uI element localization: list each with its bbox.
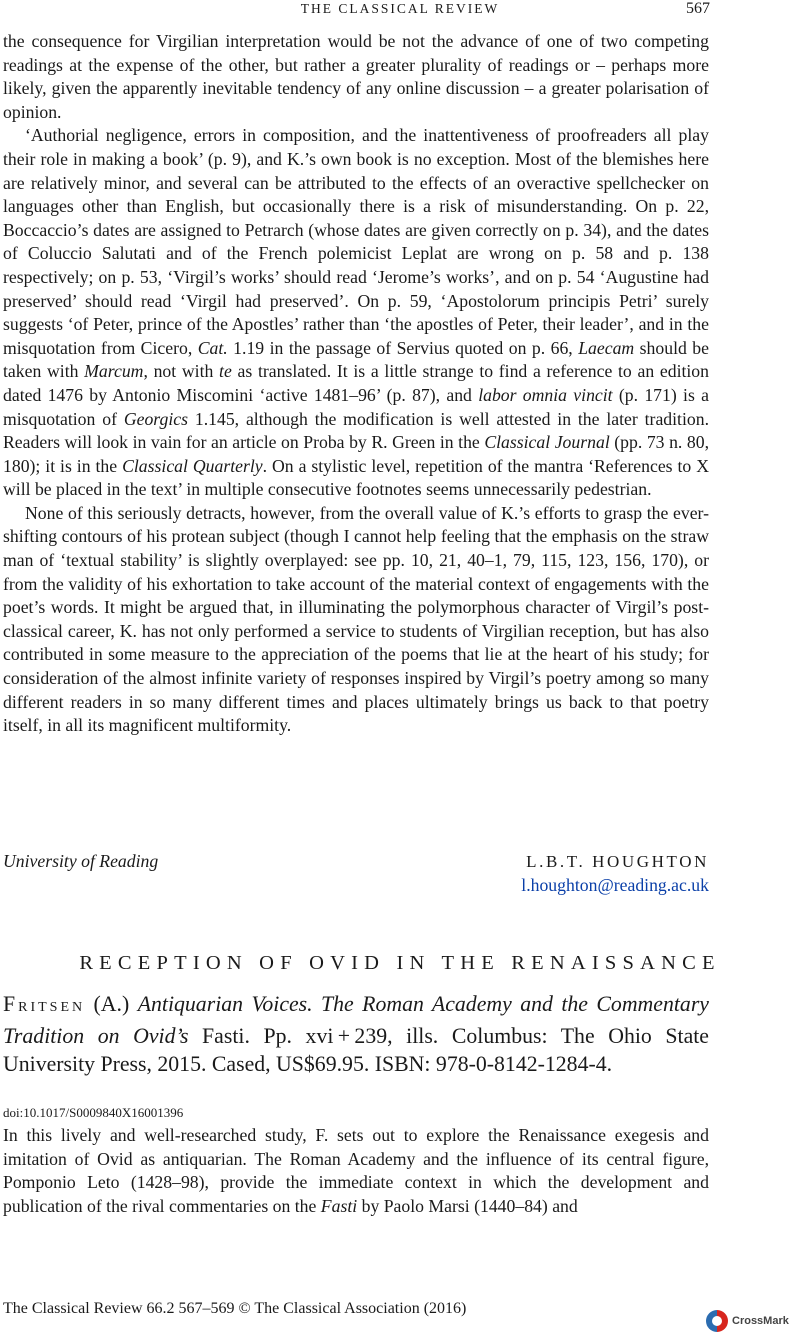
doi-link[interactable]: doi:10.1017/S0009840X16001396 — [3, 1105, 184, 1120]
paragraph-3: None of this seriously detracts, however, from the overall value of K.’s efforts to grasp the ever-shifting contours of his protean subject (though I cannot help feeling that the emphasis on the straw man of ‘textual stability’ is slightly overplayed: see pp. 10, 21, 40–1, 79, 115, 123, 156, 170), or from the validity of his exhortation to take account of the material context of engagements with the poet’s words. It might be argued that, in illuminating the polymorphous character of Virgil’s post-classical career, K. has not only performed a service to students of Virgilian reception, but has also contributed in some measure to the appreciation of the poems that lie at the heart of his study; for consideration of the almost infinite variety of responses inspired by Virgil’s poetry among so many different readers in so many different times and places ultimately brings us back to that poetry itself, in all its magnificent multiformity. — [3, 502, 709, 736]
citation-title: Antiquarian Voices. The Roman Academy and the Commentary Tradition on Ovid’s — [3, 992, 709, 1048]
citation-author: FRITSEN — [3, 992, 86, 1016]
crossmark-icon — [706, 1310, 728, 1332]
crossmark-badge[interactable] — [706, 1308, 792, 1334]
reviewer-signature — [3, 850, 709, 895]
running-header — [0, 0, 800, 24]
crossmark-label: CrossMark — [732, 1315, 789, 1327]
citation-details: Pp. xvi + 239, ills. Columbus: The Ohio State University Press, 2015. Cased, US$69.95. ISBN: 978-0-8142-1284-4. — [3, 1024, 709, 1076]
page-footer: The Classical Review 66.2 567–569 © The Classical Association (2016) — [3, 1300, 467, 1317]
reviewer-name: L.B.T. HOUGHTON — [526, 852, 709, 871]
page-number: 567 — [686, 0, 710, 17]
institution: University of Reading — [3, 851, 159, 871]
paragraph-4: In this lively and well-researched study, F. sets out to explore the Renaissance exegesis and imitation of Ovid as antiquarian. The Roman Academy and the influence of its central figure, Pomponio Leto (1428–98), provide the immediate context in which the development and publication of the rival commentaries on the Fasti by Paolo Marsi (1440–84) and — [3, 1125, 709, 1216]
book-citation — [3, 990, 709, 1078]
citation-title-roman: Fasti. — [202, 1024, 250, 1048]
reviewer-email-link[interactable]: l.houghton@reading.ac.uk — [521, 875, 709, 895]
journal-title: THE CLASSICAL REVIEW — [300, 1, 500, 16]
body-column-bottom — [3, 1124, 709, 1218]
paragraph-1: the consequence for Virgilian interpretation would be not the advance of one of two competing readings at the expense of the other, but rather a greater plurality of readings or – perhaps more likely, given the apparently inevitable tendency of any online discussion – a greater polarisation of opinion. — [3, 31, 709, 122]
citation-initial: (A.) — [93, 992, 130, 1016]
review-section-title: RECEPTION OF OVID IN THE RENAISSANCE — [79, 952, 721, 974]
body-column-top — [3, 30, 709, 738]
paragraph-2: ‘Authorial negligence, errors in composition, and the inattentiveness of proofreaders all play their role in making a book’ (p. 9), and K.’s own book is no exception. Most of the blemishes here are relatively minor, and several can be attributed to the effects of an overactive spellchecker on languages other than English, but occasionally there is a risk of misunderstanding. On p. 22, Boccaccio’s dates are assigned to Petrarch (whose dates are given correctly on p. 34), and the dates of Coluccio Salutati and of the French polemicist Leplat are wrong on p. 58 and p. 138 respectively; on p. 53, ‘Virgil’s works’ should read ‘Jerome’s works’, and on p. 54 ‘Augustine had preserved’ should read ‘Virgil had preserved’. On p. 59, ‘Apostolorum principis Petri’ surely suggests ‘of Peter, prince of the Apostles’ rather than ‘the apostles of Peter, their leader’, and in the misquotation from Cicero, Cat. 1.19 in the passage of Servius quoted on p. 66, Laecam should be taken with Marcum, not with te as translated. It is a little strange to find a reference to an edition dated 1476 by Antonio Miscomini ‘active 1481–96’ (p. 87), and labor omnia vincit (p. 171) is a misquotation of Georgics 1.145, although the modification is well attested in the later tradition. Readers will look in vain for an article on Proba by R. Green in the Classical Journal (pp. 73 n. 80, 180); it is in the Classical Quarterly. On a stylistic level, repetition of the mantra ‘References to X will be placed in the text’ in multiple consecutive footnotes seems unnecessarily pedestrian. — [3, 125, 710, 500]
